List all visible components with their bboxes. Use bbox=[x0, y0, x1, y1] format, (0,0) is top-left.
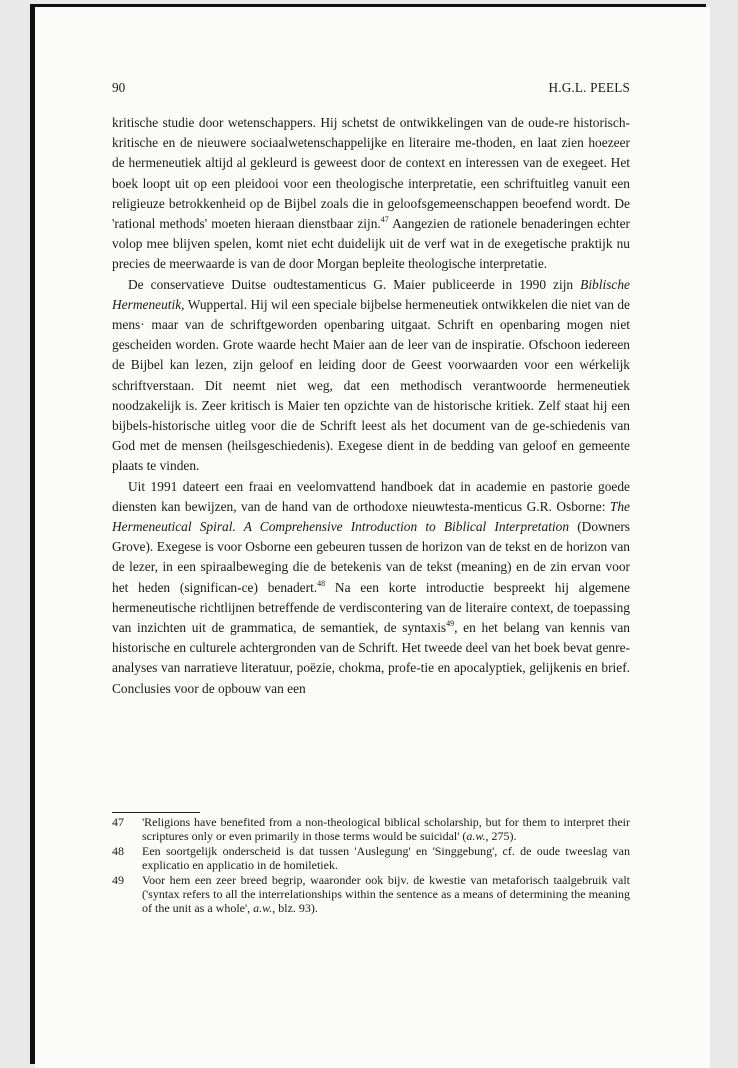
paragraph-1-text-cont: Aangezien de rationele benaderingen echter volop mee blijven spelen, komt niet echt duidelijk uit de verf wat in de exegetische praktijk nu precies de meerwaarde is van de door Morgan bepleite theologische interpretatie. bbox=[112, 216, 631, 272]
paragraph-3-text-cont-2: Na een korte introductie bespreekt hij algemene hermeneutische richtlijnen betreffende de verdiscontering van de literaire context, de toepassing van inzichten uit de grammatica, de semantiek, de syntaxis bbox=[112, 579, 630, 636]
footnote-abbrev: a.w. bbox=[466, 829, 486, 843]
scan-border-left bbox=[30, 4, 35, 1064]
paragraph-2-text-cont: Wuppertal. Hij wil een speciale bijbelse hermeneutiek ontwikkelen die niet van de mens· maar van de schriftgeworden openbaring uitgaat. Schrift en openbaring mogen niet gescheiden worden. Grote waarde hecht Maier aan de leer van de inspiratie. Ofschoon iedereen de Bijbel kan lezen, zijn geloof en leiding door de Geest voorwaarden voor een wérkelijk schriftverstaan. Dit neemt niet weg, dat een methodisch verantwoorde hermeneutiek noodzakelijk is. Zeer kritisch is Maier ten opzichte van de historische kritiek. Zelf staat hij een bijbels-historische uitleg voor die de Schrift leest als het document van de ge-schiedenis van God met de mensen (heilsgeschiedenis). Exegese dient in de bedding van geloof en gemeente plaats te vinden. bbox=[112, 296, 630, 474]
page-header bbox=[112, 80, 630, 98]
paragraph-2-text: De conservatieve Duitse oudtestamenticus G. Maier publiceerde in 1990 zijn bbox=[128, 276, 581, 292]
paragraph-3 bbox=[112, 477, 630, 699]
footnote-abbrev: a.w. bbox=[253, 901, 273, 915]
running-head: H.G.L. PEELS bbox=[548, 80, 630, 95]
footnote-text: Voor hem een zeer breed begrip, waaronder ook bijv. de kwestie van metaforisch taalgebruik valt ('syntax refers to all the interrelationships within the sentence as a means of determining the meaning of the unit as a whole', bbox=[142, 873, 630, 915]
paragraph-1 bbox=[112, 113, 630, 275]
book-title-osborne: The Hermeneutical Spiral. A Comprehensive Introduction to Biblical Interpretation bbox=[112, 498, 630, 535]
footnote-rule bbox=[112, 812, 200, 813]
footnote-47 bbox=[112, 815, 630, 843]
paragraph-3-text-cont: (Downers Grove). Exegese is voor Osborne een gebeuren tussen de horizon van de tekst en de horizon van de lezer, in een spiraalbeweging die de betekenis van de tekst (meaning) en de zin ervan voor het heden (significan-ce) benadert. bbox=[112, 519, 630, 595]
footnote-ref-47: 47 bbox=[380, 215, 389, 225]
page-number: 90 bbox=[112, 80, 126, 95]
paragraph-3-text-cont-3: , en het belang van kennis van historische en culturele achtergronden van de Schrift. Het tweede deel van het boek bevat genre-analyses van narratieve literatuur, poëzie, chokma, profe-tie en apocalyptiek, gelijkenis en brief. Conclusies voor de opbouw van een bbox=[112, 620, 630, 696]
footnote-text: 'Religions have benefited from a non-theological biblical scholarship, but for them to interpret their scriptures only or even primarily in those terms would be suicidal' ( bbox=[142, 815, 630, 843]
body-text bbox=[112, 113, 630, 699]
footnote-text-end: , 275). bbox=[485, 829, 517, 843]
footnotes bbox=[112, 815, 630, 916]
footnote-text-end: , blz. 93). bbox=[272, 901, 318, 915]
footnote-number: 49 bbox=[112, 873, 124, 887]
footnote-number: 47 bbox=[112, 815, 124, 829]
paragraph-1-text: kritische studie door wetenschappers. Hij schetst de ontwikkelingen van de oude-re historisch-kritische en de nieuwere sociaalwetenschappelijke en literaire me-thoden, en laat zien hoezeer de hermeneutiek altijd al gekleurd is geweest door de context en interessen van de exegeet. Het boek loopt uit op een pleidooi voor een theologische interpretatie, een schriftuitleg vanuit een religieuze betrokkenheid op de Bijbel zoals die in geloofsgemeenschappen beoefend wordt. De 'rational methods' moeten hieraan dienstbaar zijn. bbox=[112, 115, 630, 232]
footnote-48 bbox=[112, 844, 630, 872]
footnote-ref-48: 48 bbox=[317, 578, 326, 588]
scan-border-top bbox=[30, 4, 706, 7]
footnote-text: Een soortgelijk onderscheid is dat tussen 'Auslegung' en 'Singgebung', cf. de oude tweeslag van explicatio en applicatio in de homiletiek. bbox=[142, 844, 630, 872]
paragraph-2 bbox=[112, 275, 630, 477]
footnote-ref-49: 49 bbox=[446, 619, 455, 629]
footnote-number: 48 bbox=[112, 844, 124, 858]
footnote-49 bbox=[112, 873, 630, 915]
book-title-maier: Biblische Hermeneutik, bbox=[112, 276, 630, 312]
paragraph-3-text: Uit 1991 dateert een fraai en veelomvattend handboek dat in academie en pastorie goede diensten kan bewijzen, van de hand van de orthodoxe nieuwtesta-menticus G.R. Osborne: bbox=[112, 478, 630, 514]
